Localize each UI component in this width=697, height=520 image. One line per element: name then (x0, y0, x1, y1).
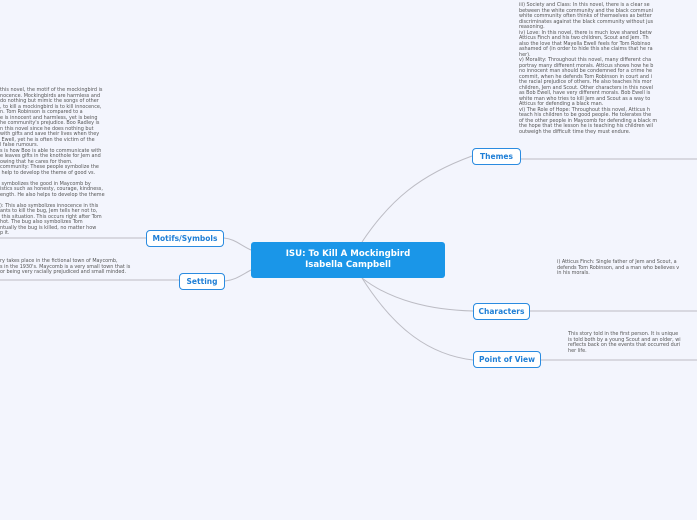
note-line: community: These people symbolize the (0, 164, 99, 170)
central-topic[interactable] (251, 242, 445, 278)
note-line: the racial prejudice of others. He also teaches his mor (519, 79, 652, 85)
note-line: also the love that Mayella Ewell feels for Tom Robinso (519, 40, 651, 47)
note-line: p it. (0, 230, 10, 236)
note-line: her). (519, 51, 531, 58)
note-line: ): This also symbolizes innocence in this (0, 202, 99, 209)
note-line: ashamed of (in order to hide this she claims that he ra (519, 46, 653, 52)
characters-note (557, 260, 679, 277)
note-line: v) Morality: Throughout this novel, many different cha (519, 57, 652, 63)
note-line: iv) Love: In this novel, there is much love shared betw (519, 29, 652, 36)
note-line: between the white community and the black communi (519, 7, 653, 14)
central-topic-subtitle: Isabella Campbell (305, 260, 391, 270)
note-line: ants to kill the bug, Jem tells her not to, (0, 208, 98, 214)
note-line: portray many different morals. Atticus shows how he b (519, 62, 654, 69)
note-line: owing that he cares for them. (0, 158, 73, 165)
note-line: s is how Boo is able to communicate with (0, 147, 102, 154)
note-line: as Bob Ewell, have very different morals. Bob Ewell is (519, 90, 651, 96)
note-line: reflects back on the events that occurred duri (568, 342, 681, 348)
point-of-view-note (568, 332, 681, 354)
note-line: reasoning. (519, 24, 545, 30)
note-line: Ewell, yet he is often the victim of the (0, 136, 95, 143)
note-line: n. Tom Robinson is compared to a (0, 109, 83, 115)
note-line: or being very racially prejudiced and small minded. (0, 269, 126, 275)
note-line: of the other people in Maycomb for defending a black m (519, 117, 658, 124)
note-line: this situation. This occurs right after Tom (0, 213, 102, 220)
note-line: do nothing but mimic the songs of other (0, 98, 99, 104)
note-line: s in the 1930's. Maycomb is a very small town that is (0, 263, 131, 270)
note-line: Atticus for defending a black man. (519, 101, 604, 107)
topic-characters[interactable]: Characters (473, 303, 530, 320)
note-line: ry takes place in the fictional town of Maycomb, (0, 258, 118, 264)
note-line: i) Atticus Finch: Single father of Jem and Scout, a (557, 259, 677, 265)
note-line: commit, when he defends Tom Robinson in court and i (519, 73, 652, 80)
topic-setting[interactable]: Setting (179, 273, 225, 290)
note-line: the hope that the lesson he is teaching his children wil (519, 123, 653, 129)
note-line: defends Tom Robinson, and a man who believes v (557, 264, 680, 271)
topic-themes[interactable]: Themes (472, 148, 521, 165)
themes-note (519, 3, 657, 135)
note-line: hot. The bug also symbolizes Tom (0, 219, 83, 225)
note-line: children, Jem and Scout. Other characters in this novel (519, 84, 653, 91)
note-line: l false rumours. (0, 142, 39, 148)
note-line: he community's prejudice. Boo Radley is (0, 120, 100, 126)
note-line: no innocent man should be condemned for a crime he (519, 68, 653, 74)
note-line: istics such as honesty, courage, kindness, (0, 186, 103, 192)
note-line: e leaves gifts in the knothole for Jem and (0, 153, 101, 159)
note-line: help to develop the theme of good vs. (0, 169, 96, 176)
setting-note (0, 259, 130, 276)
note-line: her life. (568, 347, 587, 354)
note-line: white community often thinks of themselves as better (519, 13, 652, 19)
note-line: teach his children to be good people. He tolerates the (519, 112, 652, 118)
note-line: Atticus Finch and his two children, Scout and Jem. Th (519, 35, 649, 41)
note-line: outweigh the difficult time they must endure. (519, 128, 631, 135)
note-line: ntually the bug is killed, no matter how (0, 224, 97, 231)
note-line: nocence. Mockingbirds are harmless and (0, 92, 101, 99)
note-line: vi) The Role of Hope: Throughout this novel, Atticus h (519, 106, 650, 113)
note-line: e is innocent and harmless, yet is being (0, 114, 98, 121)
note-line: in his morals. (557, 270, 590, 276)
note-line: iii) Society and Class: In this novel, there is a clear se (519, 2, 650, 8)
note-line: with gifts and save their lives when they (0, 131, 100, 137)
note-line: n this novel since he does nothing but (0, 125, 94, 132)
topic-point-of-view[interactable]: Point of View (473, 351, 541, 368)
motifs-note (0, 88, 105, 237)
note-line: symbolizes the good in Maycomb by (0, 180, 91, 187)
topic-motifs-symbols[interactable]: Motifs/Symbols (146, 230, 224, 247)
central-topic-title: ISU: To Kill A Mockingbird (285, 249, 411, 259)
note-line: discriminates against the black community without jus (519, 18, 654, 25)
note-line: , to kill a mockingbird is to kill innocence, (0, 103, 102, 110)
note-line: This story told in the first person. It is unique (568, 331, 679, 337)
note-line: is told both by a young Scout and an older, wi (568, 336, 681, 343)
note-line: white man who tries to kill Jem and Scout as a way to (519, 95, 651, 102)
note-line: ength. He also helps to develop the theme (0, 191, 105, 198)
note-line: this novel, the motif of the mockingbird is (0, 87, 103, 93)
